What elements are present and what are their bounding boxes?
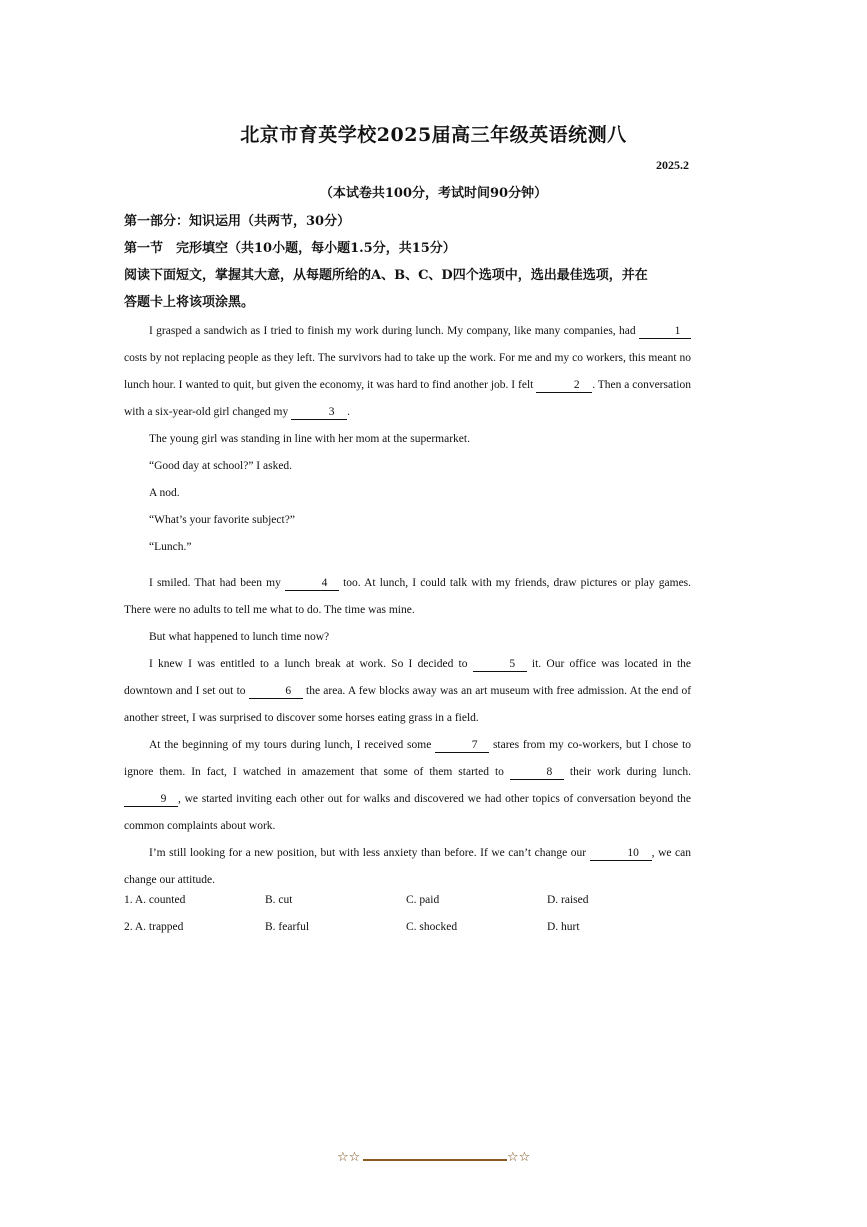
option-2a: 2. A. trapped [124, 921, 184, 933]
instruction-line-1: 阅读下面短文，掌握其大意，从每题所给的A、B、C、D四个选项中，选出最佳选项，并在 [124, 268, 648, 283]
option-1a: 1. A. counted [124, 894, 186, 906]
blank-6: 6 [249, 684, 303, 699]
option-2d: D. hurt [547, 921, 580, 933]
paragraph-3: “Good day at school?” I asked. [149, 460, 293, 472]
option-2b: B. fearful [265, 921, 310, 933]
paragraph-1 [124, 318, 691, 426]
text-span: At the beginning of my tours during lunch, I received some [149, 739, 432, 751]
text-span: , we started inviting each other out for walks and discovered we had other topics of conversation beyond the common complaints about work. [124, 793, 691, 832]
option-1c: C. paid [406, 894, 440, 906]
blank-3: 3 [291, 405, 347, 420]
text-span: I grasped a sandwich as I tried to finish my work during lunch. My company, like many companies, had [149, 325, 636, 337]
blank-5: 5 [473, 657, 527, 672]
paragraph-5: “What’s your favorite subject?” [149, 514, 295, 526]
paragraph-7 [124, 570, 691, 624]
text-span: I’m still looking for a new position, but with less anxiety than before. If we can’t change our [149, 847, 587, 859]
text-span: . Then a conversation with a six-year-old girl changed my [124, 379, 691, 418]
exam-date: 2025.2 [656, 158, 689, 172]
paragraph-11 [124, 840, 691, 894]
text-span: I knew I was entitled to a lunch break at work. So I decided to [149, 658, 468, 670]
section-heading: 第一节 完形填空（共10小题，每小题1.5分，共15分） [124, 241, 456, 256]
blank-8: 8 [510, 765, 564, 780]
question-1-options [124, 894, 694, 921]
paragraph-6: “Lunch.” [149, 541, 192, 553]
option-1b: B. cut [265, 894, 293, 906]
text-span: , we can change our attitude. [124, 847, 692, 886]
star-icon: ☆☆ [507, 1150, 531, 1165]
exam-title: 北京市育英学校2025届高三年级英语统测八 [240, 124, 627, 146]
option-2c: C. shocked [406, 921, 458, 933]
exam-subtitle: （本试卷共100分，考试时间90分钟） [319, 186, 548, 201]
text-span: it. Our office was located in the downtown and I set out to [124, 658, 692, 697]
paragraph-8: But what happened to lunch time now? [149, 631, 330, 643]
star-icon: ☆☆ [337, 1150, 361, 1165]
cloze-passage [124, 318, 691, 894]
footer-ornament [337, 1150, 531, 1170]
blank-7: 7 [435, 738, 489, 753]
blank-2: 2 [536, 378, 592, 393]
blank-1: 1 [639, 324, 691, 339]
paragraph-10 [124, 732, 691, 840]
text-span: the area. A few blocks away was an art museum with free admission. At the end of another street, I was surprised to discover some horses eating grass in a field. [124, 685, 692, 724]
text-span: costs by not replacing people as they left. The survivors had to take up the work. For me and my co workers, this meant no lunch hour. I wanted to quit, but given the economy, it was hard to find another job. I felt [124, 352, 691, 391]
option-1d: D. raised [547, 894, 589, 906]
text-span: their work during lunch. [569, 766, 692, 778]
paragraph-9 [124, 651, 691, 732]
question-2-options [124, 921, 694, 948]
text-span: . [347, 406, 350, 418]
part-heading: 第一部分：知识运用（共两节，30分） [124, 214, 351, 229]
text-span: stares from my co-workers, but I chose to ignore them. In fact, I watched in amazement that some of them started to [124, 739, 692, 778]
instruction-line-2: 答题卡上将该项涂黑。 [124, 295, 255, 310]
text-span: I smiled. That had been my [149, 577, 281, 589]
paragraph-4: A nod. [149, 487, 180, 499]
text-span: too. At lunch, I could talk with my friends, draw pictures or play games. There were no adults to tell me what to do. The time was mine. [124, 577, 692, 616]
divider-line [363, 1159, 507, 1161]
blank-4: 4 [285, 576, 339, 591]
answer-options [124, 894, 694, 948]
blank-9: 9 [124, 792, 178, 807]
blank-10: 10 [590, 846, 652, 861]
paragraph-2: The young girl was standing in line with her mom at the supermarket. [149, 433, 470, 445]
